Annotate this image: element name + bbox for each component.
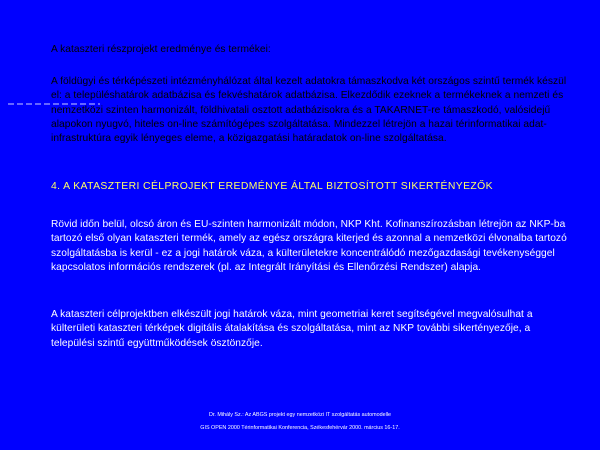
footer-author-line: Dr. Mihály Sz.: Az ABGS projekt egy nemzetközi IT szolgáltatás automodelle [208, 412, 392, 418]
success-factors-paragraph-2: A kataszteri célprojektben elkészült jogi határok váza, mint geometriai keret segítségével megvalósulhat a külterületi kataszteri térképek digitális átalakítása és szolgáltatása, mint az NKP további sikertényezője, a települési szintű együttműködések ösztönzője. [51, 309, 533, 349]
intro-paragraph: A földügyi és térképészeti intézményhálózat által kezelt adatokra támaszkodva két országos szintű termék készül el: a településhatárok adatbázisa és fekvéshatárok adatbázisa. Elkezdődik ezeknek a termékeknek a nemzeti és nemzetközi szinten harmonizált, földhivatali osztott adatbázisokra és a TAKARNET-re támaszkodó, valósidejű alapokon nyugvó, hiteles on-line számítógépes szolgáltatása. Mindezzel létrejön a hazai térinformatikai adat-infrastruktúra egyik lényeges eleme, a közigazgatási határadatok on-line szolgáltatása. [51, 76, 567, 145]
intro-title: A kataszteri részprojekt eredménye és termékei: [51, 44, 271, 55]
section-heading: 4. A KATASZTERI CÉLPROJEKT EREDMÉNYE ÁLTAL BIZTOSÍTOTT SIKERTÉNYEZŐK [51, 181, 493, 192]
success-factors-paragraph-1: Rövid időn belül, olcsó áron és EU-szinten harmonizált módon, NKP Kht. Kofinanszírozásban létrejön az NKP-ba tartozó első olyan kataszteri termék, amely az egész országra kiterjed és azonnal a nemzetközi élvonalba tartozó szolgáltatásba is kerül - ez a jogi határok váza, a külterületekre koncentrálódó mezőgazdasági tevékenységgel kapcsolatos információs rendszerek (pl. az Integrált Irányítási és Ellenőrzési Rendszer) alapja. [51, 219, 567, 273]
footer-conference-line: GIS OPEN 2000 Térinformatikai Konferencia, Székesfehérvár 2000. március 16-17. [200, 425, 400, 431]
